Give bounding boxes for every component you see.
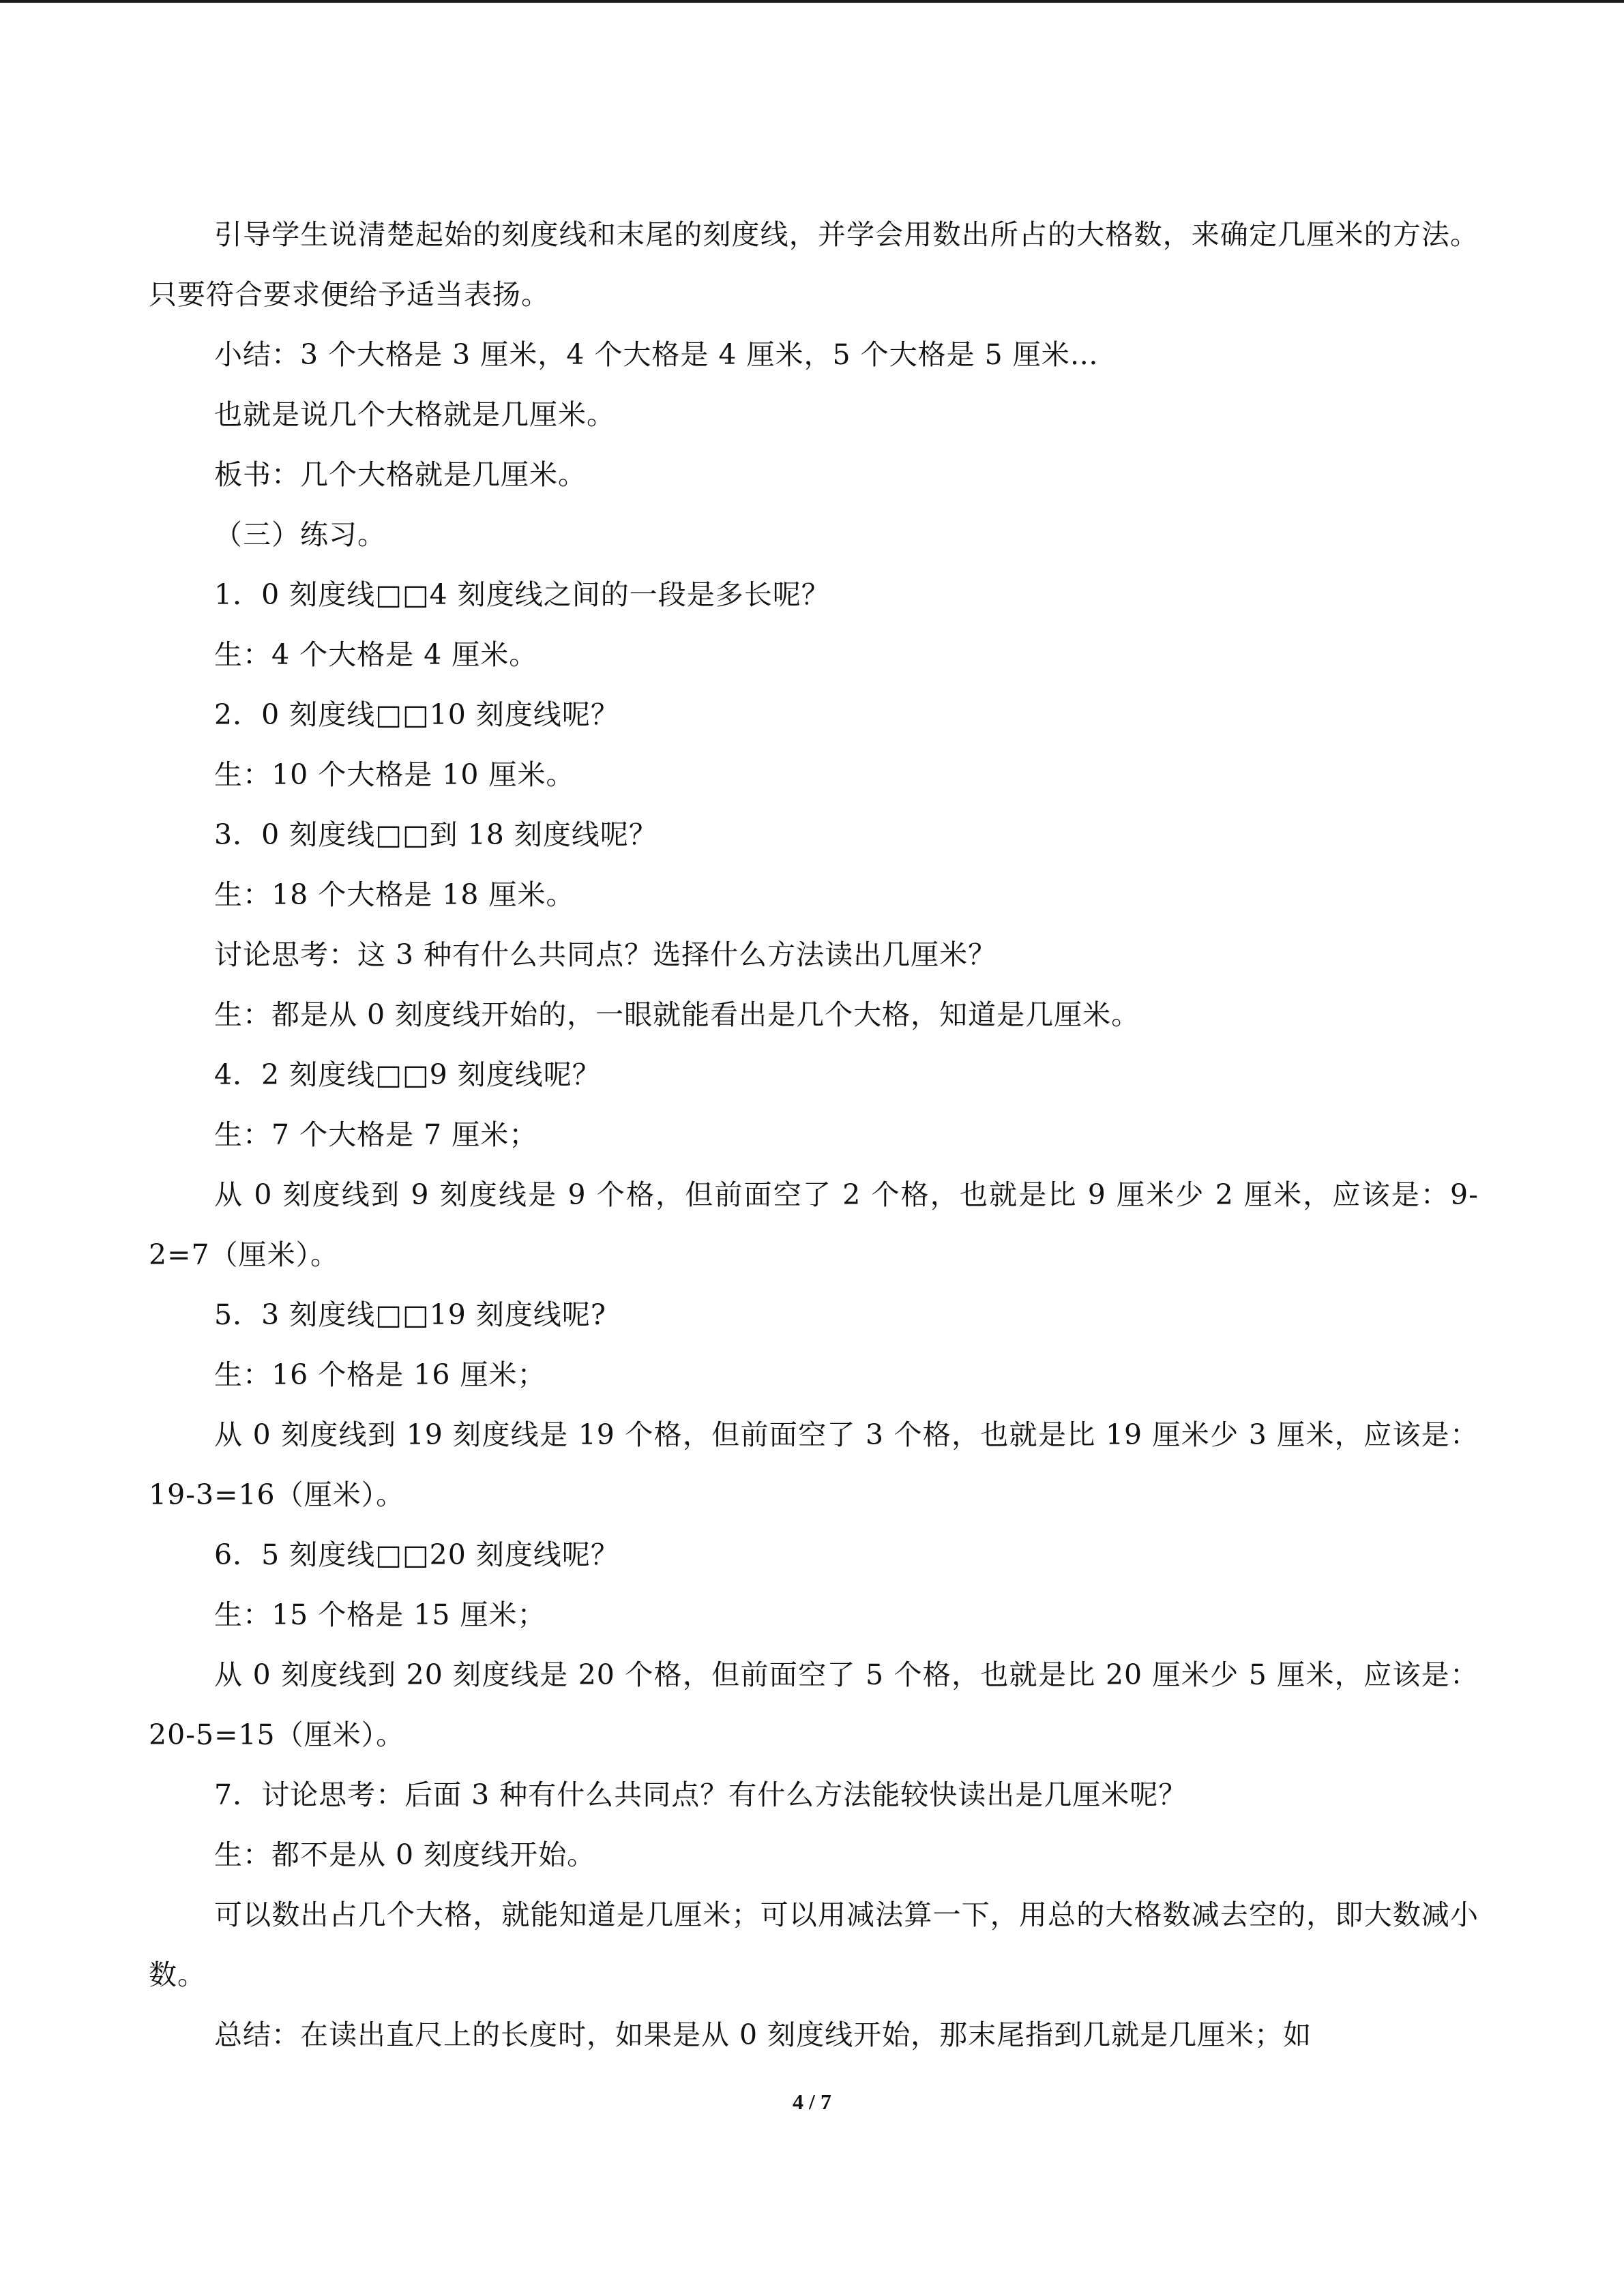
- explanation: 可以数出占几个大格，就能知道是几厘米；可以用减法算一下，用总的大格数减去空的，即大数减小数。: [149, 1898, 1479, 1991]
- student-answer: 生：15 个格是 15 厘米；: [214, 1598, 546, 1631]
- student-answer: 生：都是从 0 刻度线开始的，一眼就能看出是几个大格，知道是几厘米。: [214, 998, 1140, 1031]
- student-answer: 生：18 个大格是 18 厘米。: [214, 878, 575, 911]
- exercise-question: 4．2 刻度线□□9 刻度线呢？: [214, 1058, 601, 1091]
- paragraph: 引导学生说清楚起始的刻度线和末尾的刻度线，并学会用数出所占的大格数，来确定几厘米的方法。只要符合要求便给予适当表扬。: [149, 218, 1479, 311]
- explanation: 从 0 刻度线到 9 刻度线是 9 个格，但前面空了 2 个格，也就是比 9 厘米少 2 厘米，应该是：9-2=7（厘米）。: [149, 1178, 1479, 1271]
- exercise-question: 3．0 刻度线□□到 18 刻度线呢？: [214, 818, 658, 851]
- exercise-question: 5．3 刻度线□□19 刻度线呢?: [214, 1298, 606, 1331]
- exercise-question: 2．0 刻度线□□10 刻度线呢？: [214, 698, 619, 731]
- summary: 总结：在读出直尺上的长度时，如果是从 0 刻度线开始，那末尾指到几就是几厘米；如: [214, 2018, 1312, 2051]
- student-answer: 生：10 个大格是 10 厘米。: [214, 758, 575, 791]
- paragraph: 也就是说几个大格就是几厘米。: [214, 398, 615, 431]
- student-answer: 生：都不是从 0 刻度线开始。: [214, 1838, 596, 1871]
- paragraph: 板书：几个大格就是几厘米。: [214, 458, 587, 491]
- student-answer: 生：16 个格是 16 厘米；: [214, 1358, 546, 1391]
- document-body: [149, 205, 1479, 2065]
- discussion-prompt: 7．讨论思考：后面 3 种有什么共同点？有什么方法能较快读出是几厘米呢？: [214, 1778, 1187, 1811]
- exercise-question: 6．5 刻度线□□20 刻度线呢？: [214, 1538, 619, 1571]
- exercise-question: 1．0 刻度线□□4 刻度线之间的一段是多长呢？: [214, 578, 830, 611]
- page-number: 4 / 7: [793, 2089, 831, 2114]
- discussion-prompt: 讨论思考：这 3 种有什么共同点？选择什么方法读出几厘米？: [214, 938, 997, 971]
- explanation: 从 0 刻度线到 20 刻度线是 20 个格，但前面空了 5 个格，也就是比 20 厘米少 5 厘米，应该是：20-5=15（厘米）。: [149, 1658, 1479, 1751]
- explanation: 从 0 刻度线到 19 刻度线是 19 个格，但前面空了 3 个格，也就是比 19 厘米少 3 厘米，应该是：19-3=16（厘米）。: [149, 1418, 1479, 1511]
- paragraph: 小结：3 个大格是 3 厘米，4 个大格是 4 厘米，5 个大格是 5 厘米…: [214, 338, 1099, 371]
- section-heading: （三）练习。: [214, 518, 386, 551]
- top-border-line: [0, 0, 1624, 3]
- student-answer: 生：4 个大格是 4 厘米。: [214, 638, 538, 671]
- student-answer: 生：7 个大格是 7 厘米；: [214, 1118, 538, 1151]
